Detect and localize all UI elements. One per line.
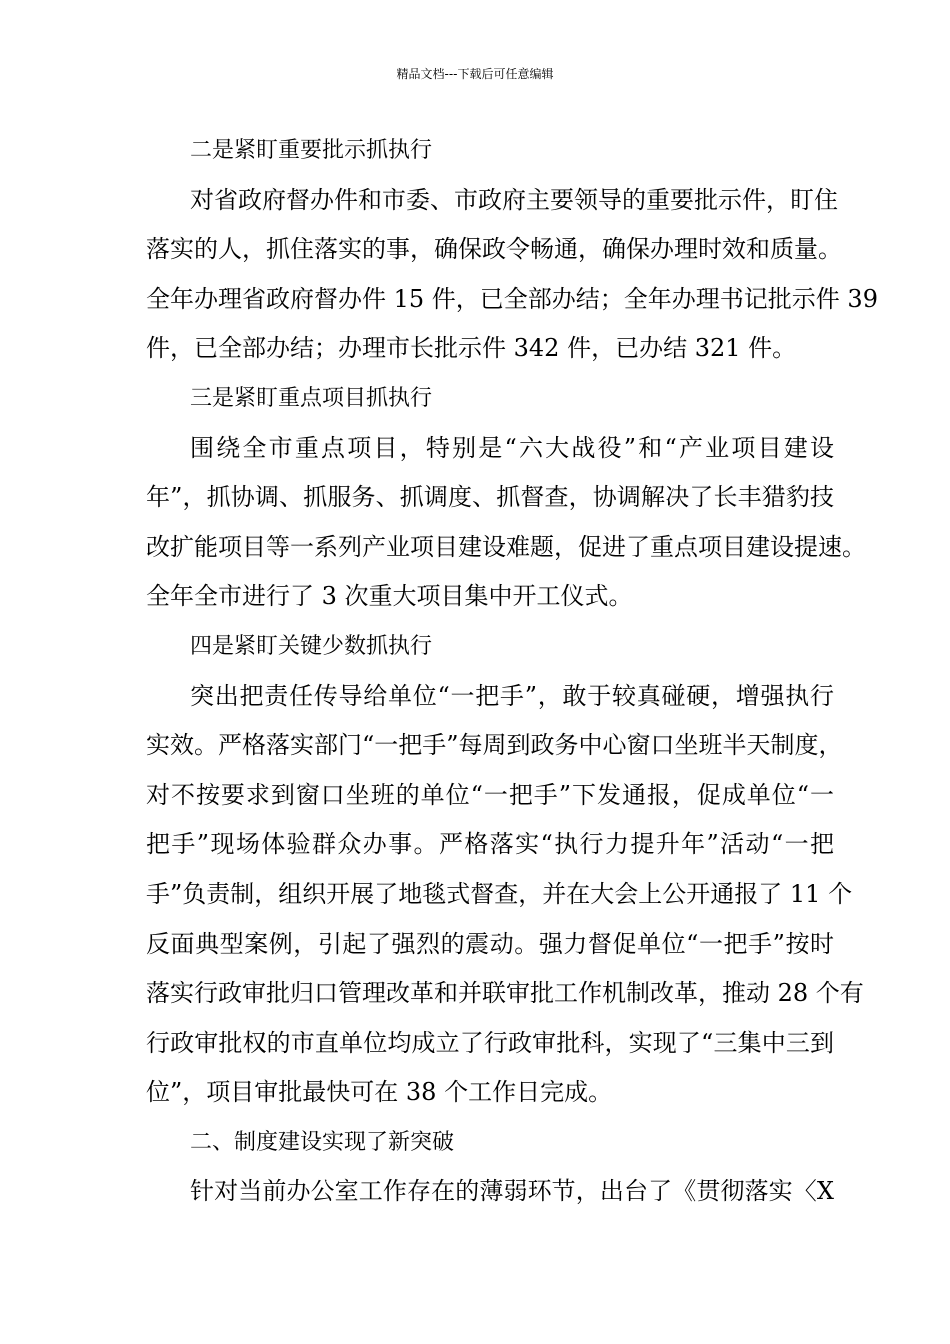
paragraph-line: 针对当前办公室工作存在的薄弱环节，出台了《贯彻落实〈X <box>190 1177 834 1206</box>
paragraph-line: 手”负责制，组织开展了地毯式督查，并在大会上公开通报了 11 个 <box>146 879 853 908</box>
paragraph-line: 对不按要求到窗口坐班的单位“一把手”下发通报，促成单位“一 <box>146 780 834 809</box>
paragraph-line: 实效。严格落实部门“一把手”每周到政务中心窗口坐班半天制度， <box>146 731 843 760</box>
paragraph-line: 行政审批权的市直单位均成立了行政审批科，实现了“三集中三到 <box>146 1028 834 1057</box>
paragraph-line: 全年全市进行了 3 次重大项目集中开工仪式。 <box>146 582 633 611</box>
paragraph-line: 年”，抓协调、抓服务、抓调度、抓督查，协调解决了长丰猎豹技 <box>146 483 834 512</box>
paragraph-line: 件，已全部办结；办理市长批示件 342 件，已办结 321 件。 <box>146 334 797 363</box>
page-header: 精品文档---下载后可任意编辑 <box>396 67 554 81</box>
paragraph-line: 对省政府督办件和市委、市政府主要领导的重要批示件，盯住 <box>190 185 838 214</box>
heading-key-projects: 三是紧盯重点项目抓执行 <box>190 385 433 411</box>
heading-key-minority: 四是紧盯关键少数抓执行 <box>190 633 433 659</box>
paragraph-line: 反面典型案例，引起了强烈的震动。强力督促单位“一把手”按时 <box>146 929 834 958</box>
heading-key-instructions: 二是紧盯重要批示抓执行 <box>190 138 433 163</box>
heading-institution-building: 二、制度建设实现了新突破 <box>190 1129 455 1155</box>
paragraph-line: 位”，项目审批最快可在 38 个工作日完成。 <box>146 1078 613 1107</box>
paragraph-line: 围绕全市重点项目，特别是“六大战役”和“产业项目建设 <box>190 433 834 462</box>
document-body <box>146 126 878 1217</box>
paragraph-line: 改扩能项目等一系列产业项目建设难题，促进了重点项目建设提速。 <box>146 532 866 561</box>
paragraph-line: 突出把责任传导给单位“一把手”，敢于较真碰硬，增强执行 <box>190 681 834 710</box>
paragraph-line: 把手”现场体验群众办事。严格落实“执行力提升年”活动“一把 <box>146 830 834 859</box>
paragraph-line: 落实行政审批归口管理改革和并联审批工作机制改革，推动 28 个有 <box>146 979 864 1008</box>
paragraph-line: 全年办理省政府督办件 15 件，已全部办结；全年办理书记批示件 39 <box>146 284 878 313</box>
paragraph-line: 落实的人，抓住落实的事，确保政令畅通，确保办理时效和质量。 <box>146 235 842 264</box>
